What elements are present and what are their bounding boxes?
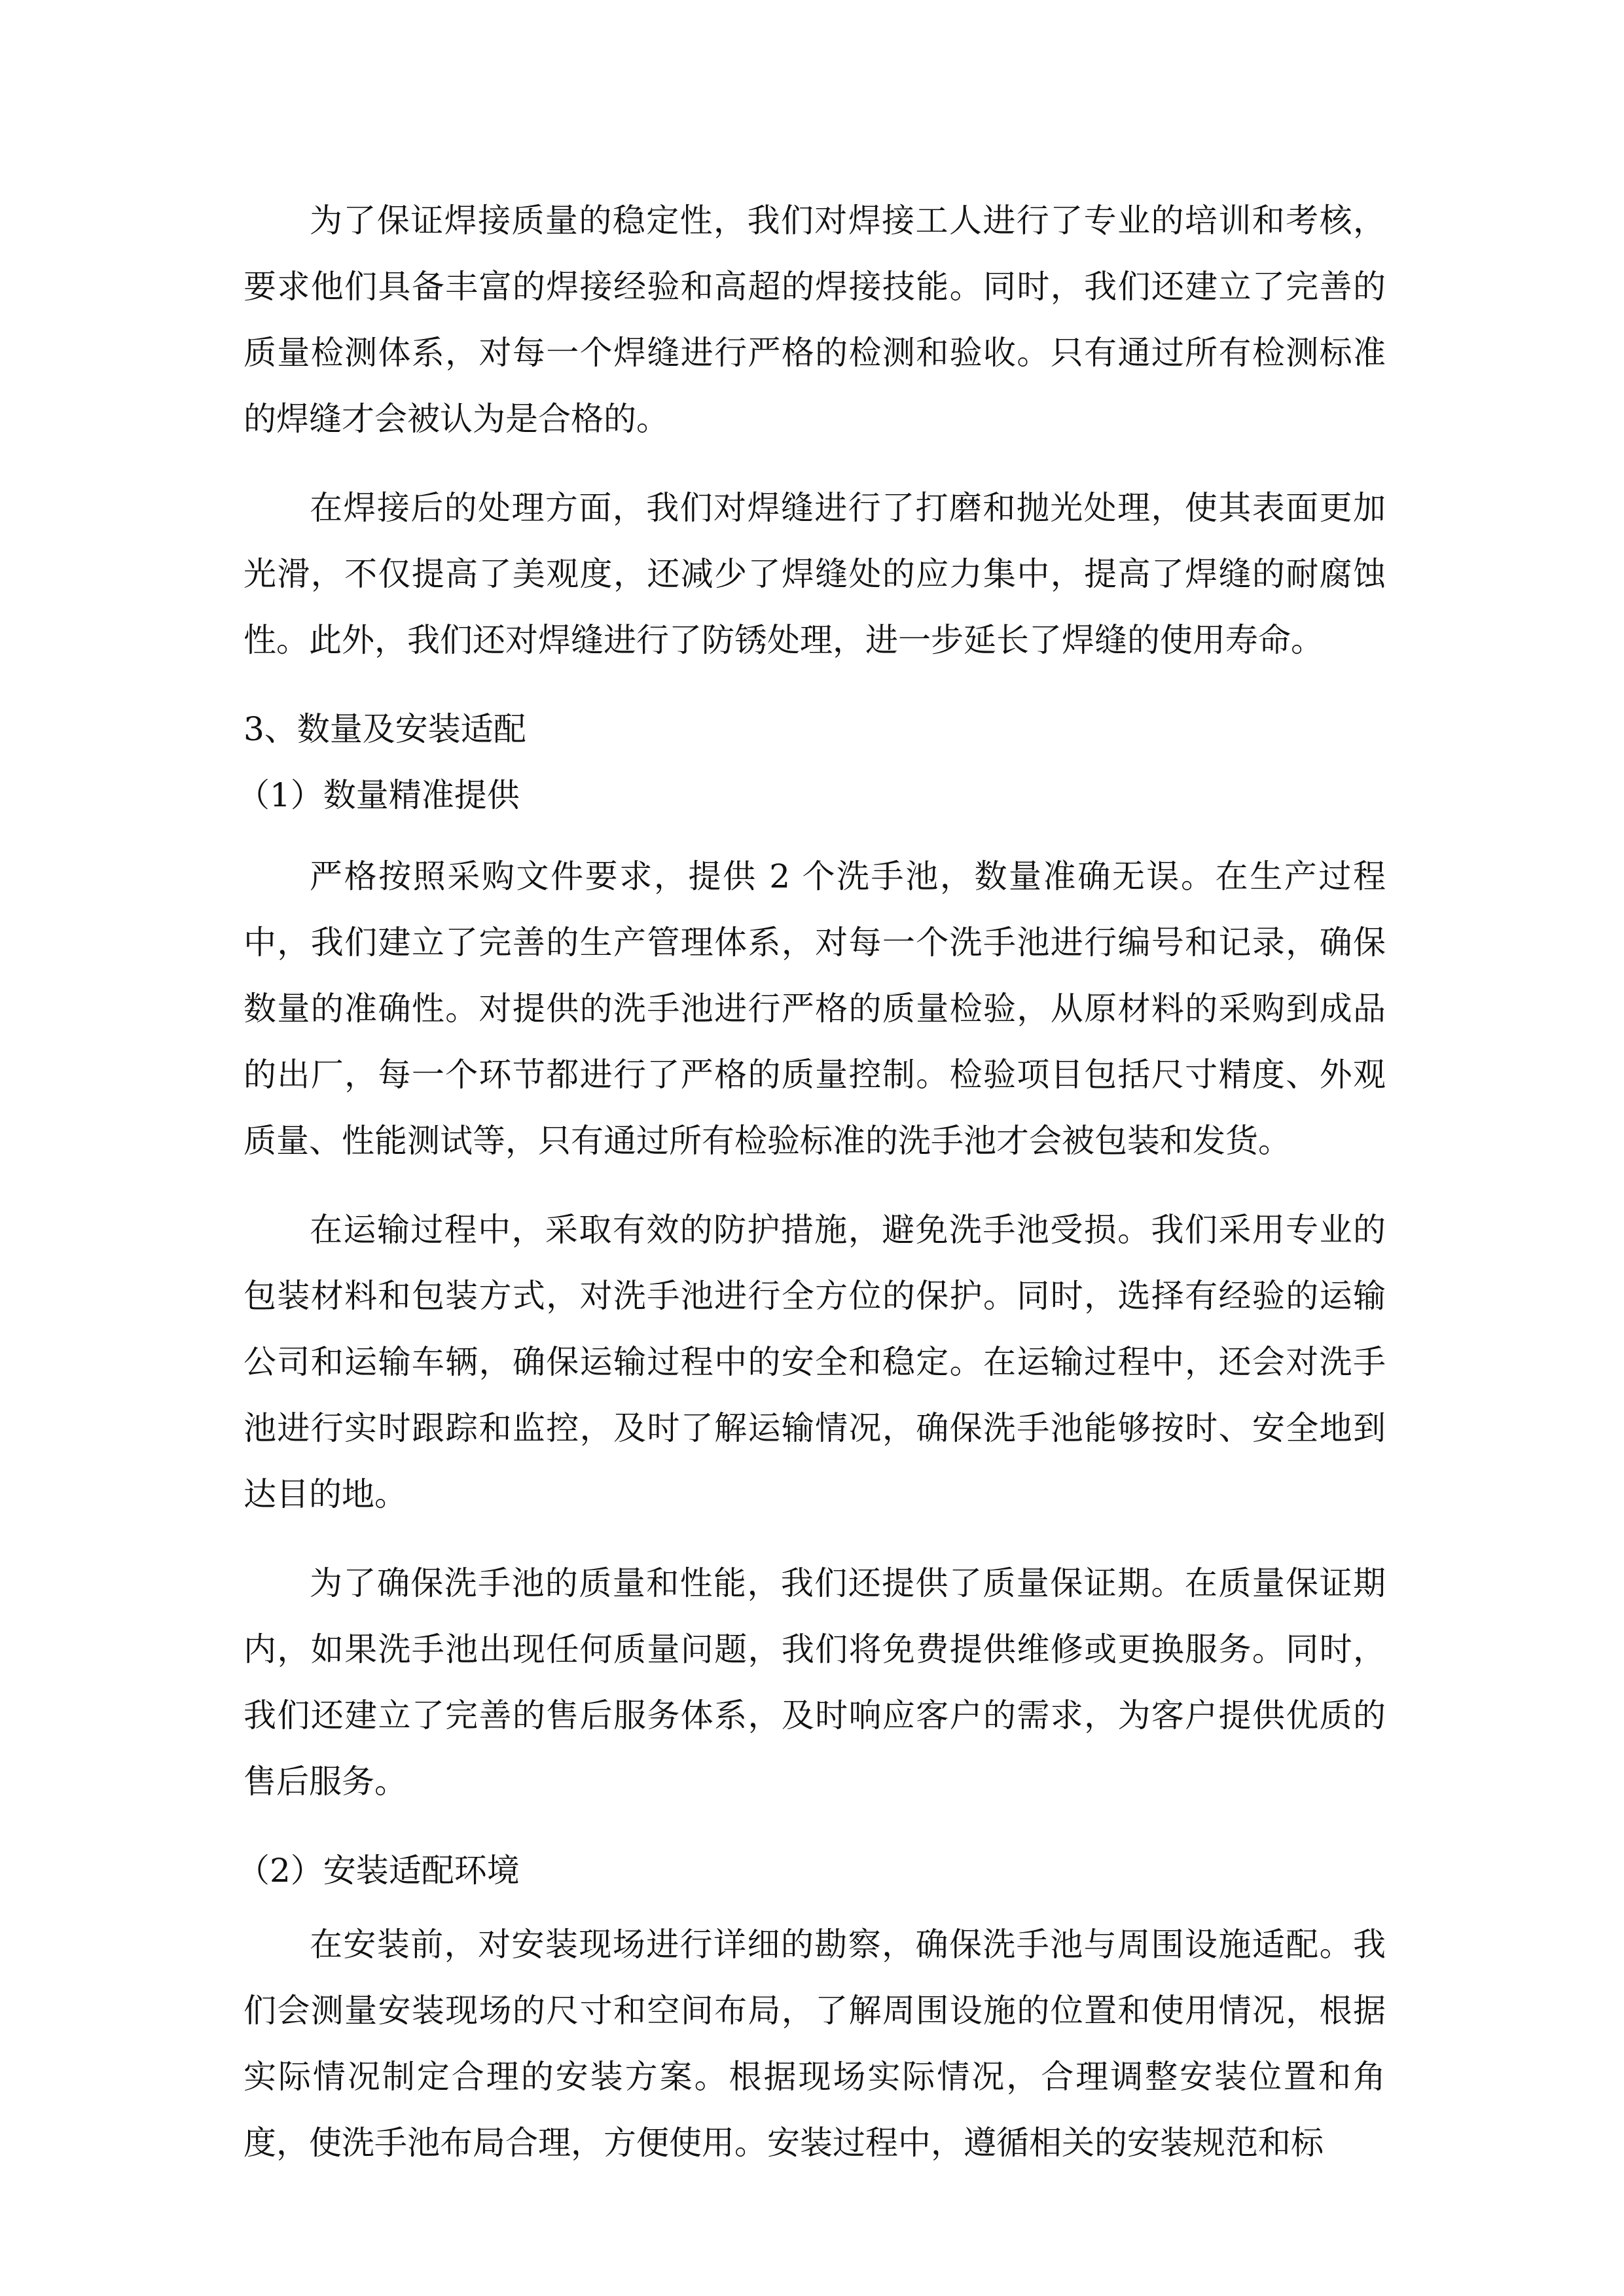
paragraph-warranty	[244, 1551, 1386, 1815]
text-line: 数量的准确性。对提供的洗手池进行严格的质量检验，从原材料的采购到成品	[244, 990, 1386, 1028]
text-line: 们会测量安装现场的尺寸和空间布局，了解周围设施的位置和使用情况，根据	[244, 1992, 1386, 2030]
text-line: 包装材料和包装方式，对洗手池进行全方位的保护。同时，选择有经验的运输	[244, 1277, 1386, 1315]
text-line: 池进行实时跟踪和监控，及时了解运输情况，确保洗手池能够按时、安全地到	[244, 1409, 1386, 1447]
text-line: 严格按照采购文件要求，提供 2 个洗手池，数量准确无误。在生产过程	[310, 857, 1386, 895]
text-line: 度，使洗手池布局合理，方便使用。安装过程中，遵循相关的安装规范和标	[244, 2124, 1324, 2162]
text-line: 质量、性能测试等，只有通过所有检验标准的洗手池才会被包装和发货。	[244, 1122, 1291, 1160]
text-line: 要求他们具备丰富的焊接经验和高超的焊接技能。同时，我们还建立了完善的	[244, 268, 1386, 306]
text-line: 在运输过程中，采取有效的防护措施，避免洗手池受损。我们采用专业的	[310, 1211, 1386, 1249]
text-line: 的焊缝才会被认为是合格的。	[244, 400, 669, 438]
text-line: 的出厂，每一个环节都进行了严格的质量控制。检验项目包括尺寸精度、外观	[244, 1056, 1386, 1094]
paragraph-post-weld-treatment	[244, 475, 1386, 673]
text-line: 光滑，不仅提高了美观度，还减少了焊缝处的应力集中，提高了焊缝的耐腐蚀	[244, 555, 1386, 593]
paragraph-quantity	[244, 844, 1386, 1174]
text-line: 我们还建立了完善的售后服务体系，及时响应客户的需求，为客户提供优质的	[244, 1696, 1386, 1734]
text-line: 在焊接后的处理方面，我们对焊缝进行了打磨和抛光处理，使其表面更加	[310, 489, 1386, 527]
paragraph-installation	[244, 1912, 1386, 2176]
text-line: 在安装前，对安装现场进行详细的勘察，确保洗手池与周围设施适配。我	[310, 1926, 1386, 1964]
paragraph-welding-quality	[244, 188, 1386, 452]
text-line: 质量检测体系，对每一个焊缝进行严格的检测和验收。只有通过所有检测标准	[244, 334, 1386, 372]
text-line: 内，如果洗手池出现任何质量问题，我们将免费提供维修或更换服务。同时，	[244, 1630, 1386, 1668]
text-line: 为了确保洗手池的质量和性能，我们还提供了质量保证期。在质量保证期	[310, 1564, 1386, 1602]
text-line: 公司和运输车辆，确保运输过程中的安全和稳定。在运输过程中，还会对洗手	[244, 1343, 1386, 1381]
text-line: 性。此外，我们还对焊缝进行了防锈处理，进一步延长了焊缝的使用寿命。	[244, 621, 1324, 659]
text-line: 实际情况制定合理的安装方案。根据现场实际情况，合理调整安装位置和角	[244, 2058, 1386, 2096]
text-line: 中，我们建立了完善的生产管理体系，对每一个洗手池进行编号和记录，确保	[244, 924, 1386, 961]
section-heading: 3、数量及安装适配	[244, 710, 526, 748]
subsection-heading-quantity: （1）数量精准提供	[237, 776, 520, 814]
subsection-heading-installation: （2）安装适配环境	[237, 1852, 520, 1890]
text-line: 为了保证焊接质量的稳定性，我们对焊接工人进行了专业的培训和考核，	[310, 202, 1386, 240]
paragraph-transport	[244, 1197, 1386, 1528]
text-line: 达目的地。	[244, 1475, 407, 1513]
text-line: 售后服务。	[244, 1763, 407, 1801]
